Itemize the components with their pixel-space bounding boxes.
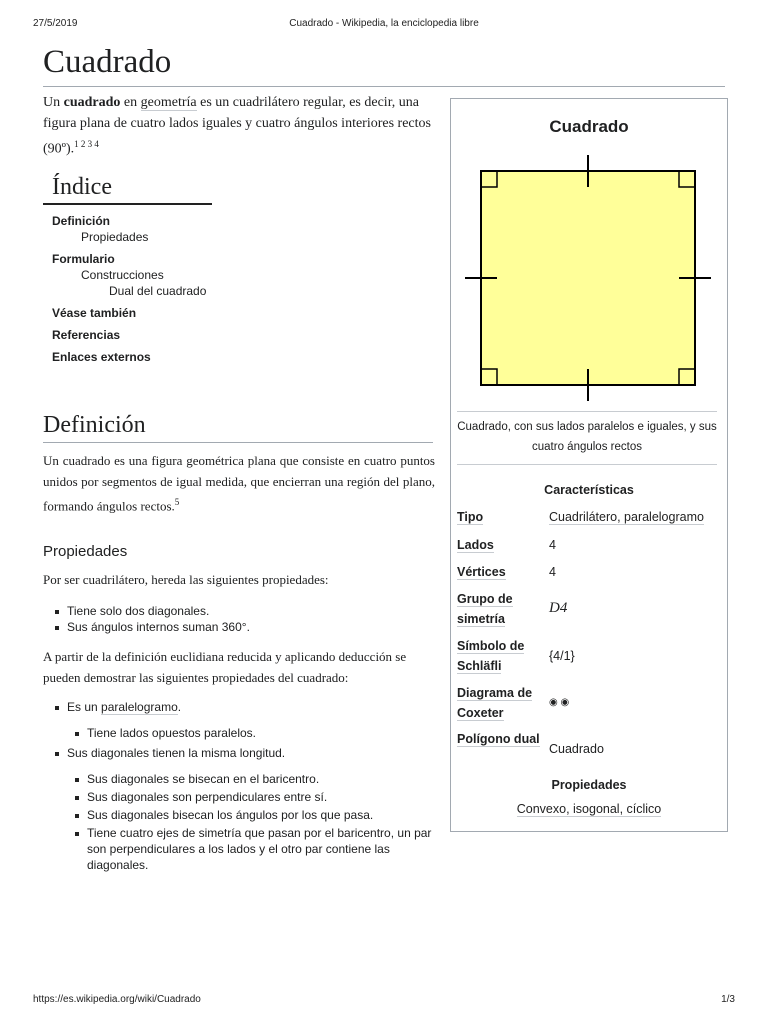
list-item: Es un paralelogramo.	[67, 699, 435, 715]
list-diagonals	[43, 745, 435, 761]
link-tipo[interactable]: Cuadrilátero, paralelogramo	[549, 510, 704, 524]
toc-item-formulario[interactable]: Formulario	[52, 252, 115, 266]
list-item: Tiene cuatro ejes de simetría que pasan por el baricentro, un par son perpendiculares a los lados y el otro par contiene las diagonales.	[87, 825, 435, 873]
square-shape	[481, 171, 695, 385]
list-item: Sus diagonales se bisecan en el baricentro.	[87, 771, 435, 787]
link-geometria[interactable]: geometría	[140, 95, 197, 110]
infobox: Cuadrado Cuadrado, con sus lados paralelos e iguales, y sus cuatro ángulos rectos Características Tipo Cuadrilátero, paralelogramo Lados 4 Vértices 4 Grupo de simetría D4 Símbolo de Schläfli {4/1} Diagrama de Coxeter ◉ ◉ Polígono dual Cuadrado Propiedades Convexo, isogonal, cíclico	[450, 98, 728, 832]
propiedades-paragraph-2: A partir de la definición euclidiana reducida y aplicando deducción se pueden demostrar las siguientes propiedades del cuadrado:	[43, 649, 407, 685]
print-page-number: 1/3	[721, 994, 735, 1005]
list-item: Sus diagonales son perpendiculares entre sí.	[87, 789, 435, 805]
subsection-heading-propiedades: Propiedades	[43, 543, 128, 560]
toc-item-dual[interactable]: Dual del cuadrado	[109, 284, 207, 298]
infobox-section-caracteristicas: Características	[544, 483, 634, 497]
list-item: Sus diagonales tienen la misma longitud.	[67, 745, 435, 761]
sublist-diagonals	[63, 771, 435, 873]
list-derived-properties	[43, 699, 435, 715]
list-item: Tiene lados opuestos paralelos.	[87, 725, 455, 741]
sublist-parallelogram	[63, 725, 455, 741]
toc-item-vease[interactable]: Véase también	[52, 306, 137, 320]
print-url: https://es.wikipedia.org/wiki/Cuadrado	[33, 994, 201, 1005]
toc-heading: Índice	[43, 170, 212, 205]
reference-links[interactable]: 1 2 3 4	[74, 139, 99, 149]
coxeter-diagram-icon: ◉ ◉	[549, 697, 570, 708]
definicion-paragraph: Un cuadrado es una figura geométrica plana que consiste en cuatro puntos unidos por segmentos de igual medida, que encierran una región del plano, formando ángulos rectos.$^5$	[43, 453, 435, 514]
intro-paragraph: Un cuadrado en geometría es un cuadrilátero regular, es decir, una figura plana de cuatro lados iguales y cuatro ángulos interiores rectos (90º).$^{1 2 3 4}$	[43, 95, 431, 157]
infobox-title: Cuadrado	[549, 117, 629, 136]
infobox-properties-links[interactable]: Convexo, isogonal, cíclico	[516, 802, 662, 816]
list-item: Sus ángulos internos suman 360°.	[67, 619, 435, 635]
toc-item-enlaces[interactable]: Enlaces externos	[52, 350, 151, 364]
section-heading-definicion: Definición	[43, 410, 433, 443]
propiedades-intro: Por ser cuadrilátero, hereda las siguientes propiedades:	[43, 572, 329, 587]
link-paralelogramo[interactable]: paralelogramo	[101, 700, 178, 714]
print-title: Cuadrado - Wikipedia, la enciclopedia libre	[289, 18, 479, 29]
infobox-section-propiedades: Propiedades	[551, 778, 627, 792]
table-of-contents	[43, 170, 433, 365]
square-figure	[463, 151, 713, 401]
toc-item-referencias[interactable]: Referencias	[52, 328, 121, 342]
toc-item-definicion[interactable]: Definición	[52, 214, 111, 228]
list-item: Tiene solo dos diagonales.	[67, 603, 435, 619]
reference-link-5[interactable]: 5	[174, 497, 180, 507]
page-title: Cuadrado	[43, 42, 725, 87]
toc-item-propiedades[interactable]: Propiedades	[81, 230, 149, 244]
toc-item-construcciones[interactable]: Construcciones	[81, 268, 164, 282]
list-item: Sus diagonales bisecan los ángulos por los que pasa.	[87, 807, 435, 823]
list-basic-properties	[43, 603, 435, 635]
infobox-caption: Cuadrado, con sus lados paralelos e iguales, y sus cuatro ángulos rectos	[457, 411, 717, 465]
print-date: 27/5/2019	[33, 18, 78, 29]
